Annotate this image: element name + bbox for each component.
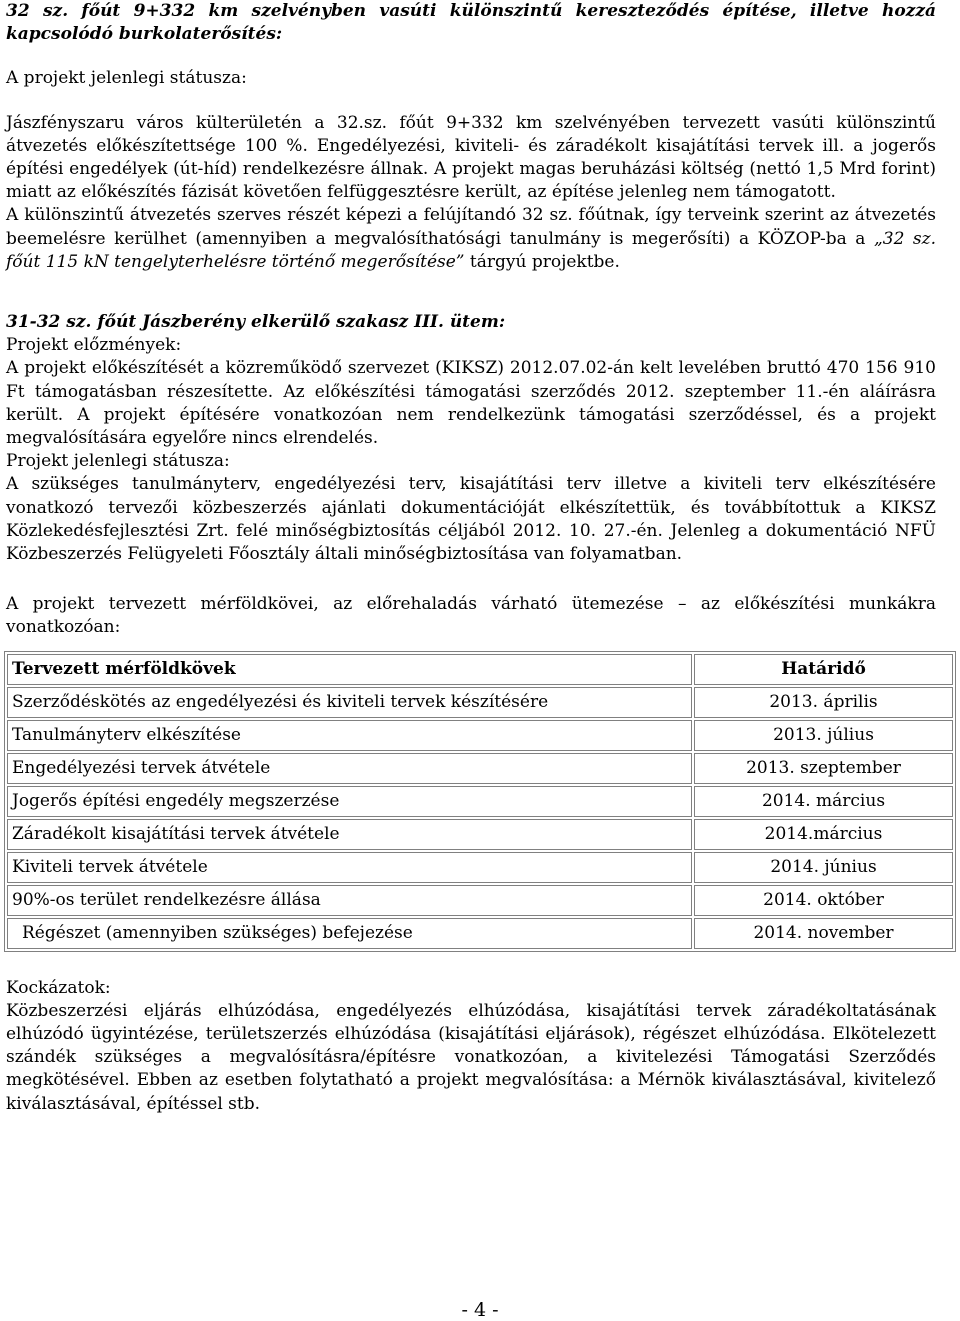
milestone-cell: Szerződéskötés az engedélyezési és kiviteli tervek készítésére	[7, 687, 692, 718]
table-row	[7, 885, 953, 916]
table-row	[7, 720, 953, 751]
project-status-label-2: Projekt jelenlegi státusza:	[6, 451, 230, 472]
milestone-cell: Tanulmányterv elkészítése	[7, 720, 692, 751]
integration-text-start: A különszintű átvezetés szerves részét képezi a felújítandó 32 sz. főútnak, így terveink szerint az átvezetés beemelésre kerülhet (amennyiben a megvalósíthatósági tanulmány is megerősíti) a KÖZOP-ba a	[6, 205, 936, 249]
milestone-cell: Kiviteli tervek átvétele	[7, 852, 692, 883]
deadline-cell: 2013. szeptember	[694, 753, 953, 784]
deadline-cell: 2014.március	[694, 819, 953, 850]
page-number: - 4 -	[461, 1299, 499, 1321]
table-row	[7, 918, 953, 949]
deadline-cell: 2014. október	[694, 885, 953, 916]
section-title-jaszbereny-bypass: 31-32 sz. főút Jászberény elkerülő szakasz III. ütem:	[6, 312, 506, 333]
milestones-intro: A projekt tervezett mérföldkövei, az előrehaladás várható ütemezése – az előkészítési munkákra vonatkozóan:	[6, 594, 936, 638]
risks-text: Közbeszerzési eljárás elhúzódása, engedélyezés elhúzódása, kisajátítási tervek záradékoltatásának elhúzódó ügyintézése, területszerzés elhúzódása (kisajátítási eljárások), régészet elhúzódása. Elkötelezett szándék szükséges a megvalósításra/építésre vonatkozóan, a kivitelezési Támogatási Szerződés megkötésével. Ebben az esetben folytatható a projekt megvalósítása: a Mérnök kiválasztásával, kivitelező kiválasztásával, építéssel stb.	[6, 1000, 936, 1114]
header-deadline: Határidő	[694, 654, 953, 685]
milestones-header-row	[7, 654, 953, 685]
section-title-32-railway-crossing: 32 sz. főút 9+332 km szelvényben vasúti különszintű kereszteződés építése, illetve hozzá kapcsolódó burkolaterősítés:	[6, 1, 936, 45]
project-integration-text	[6, 204, 936, 274]
deadline-cell: 2014. március	[694, 786, 953, 817]
project-history-label: Projekt előzmények:	[6, 335, 182, 356]
project-history-text: A projekt előkészítését a közreműködő szervezet (KIKSZ) 2012.07.02-án kelt levelében bruttó 470 156 910 Ft támogatásban részesítette. Az előkészítési támogatási szerződés 2012. szeptember 11.-én aláírásra került. A projekt építésére vonatkozóan nem rendelkezünk támogatási szerződéssel, és a projekt megvalósítására egyelőre nincs elrendelés.	[6, 358, 936, 449]
table-row	[7, 852, 953, 883]
milestones-table	[4, 651, 956, 952]
table-row	[7, 687, 953, 718]
integration-text-end: tárgyú projektbe.	[464, 251, 620, 272]
table-row	[7, 786, 953, 817]
project-status-label: A projekt jelenlegi státusza:	[6, 68, 247, 89]
milestone-cell: Záradékolt kisajátítási tervek átvétele	[7, 819, 692, 850]
header-milestone: Tervezett mérföldkövek	[7, 654, 692, 685]
table-row	[7, 753, 953, 784]
deadline-cell: 2014. november	[694, 918, 953, 949]
deadline-cell: 2013. július	[694, 720, 953, 751]
referenced-project-title: „32 sz. főút 115 kN tengelyterhelésre történő megerősítése”	[6, 228, 936, 272]
project-status-text: Jászfényszaru város külterületén a 32.sz. főút 9+332 km szelvényében tervezett vasúti különszintű átvezetés előkészítettsége 100 %. Engedélyezési, kiviteli- és záradékolt kisajátítási tervek ill. a jogerős építési engedélyek (út-híd) rendelkezésre állnak. A projekt magas beruházási költség (nettó 1,5 Mrd forint) miatt az előkészítés fázisát követően felfüggesztésre került, az építése jelenleg nem támogatott.	[6, 112, 936, 203]
risks-label: Kockázatok:	[6, 977, 111, 998]
table-row	[7, 819, 953, 850]
deadline-cell: 2013. április	[694, 687, 953, 718]
document-page	[6, 0, 936, 1116]
milestone-cell: Engedélyezési tervek átvétele	[7, 753, 692, 784]
deadline-cell: 2014. június	[694, 852, 953, 883]
milestone-cell: 90%-os terület rendelkezésre állása	[7, 885, 692, 916]
milestone-cell: Régészet (amennyiben szükséges) befejezése	[7, 918, 692, 949]
milestone-cell: Jogerős építési engedély megszerzése	[7, 786, 692, 817]
project-status-text-2: A szükséges tanulmányterv, engedélyezési terv, kisajátítási terv illetve a kiviteli terv elkészítésére vonatkozó tervezői közbeszerzés ajánlati dokumentációját elkészítettük, és továbbítottuk a KIKSZ Közlekedésfejlesztési Zrt. felé minőségbiztosítás céljából 2012. 10. 27.-én. Jelenleg a dokumentáció NFÜ Közbeszerzés Felügyeleti Főosztály általi minőségbiztosítása van folyamatban.	[6, 474, 936, 565]
